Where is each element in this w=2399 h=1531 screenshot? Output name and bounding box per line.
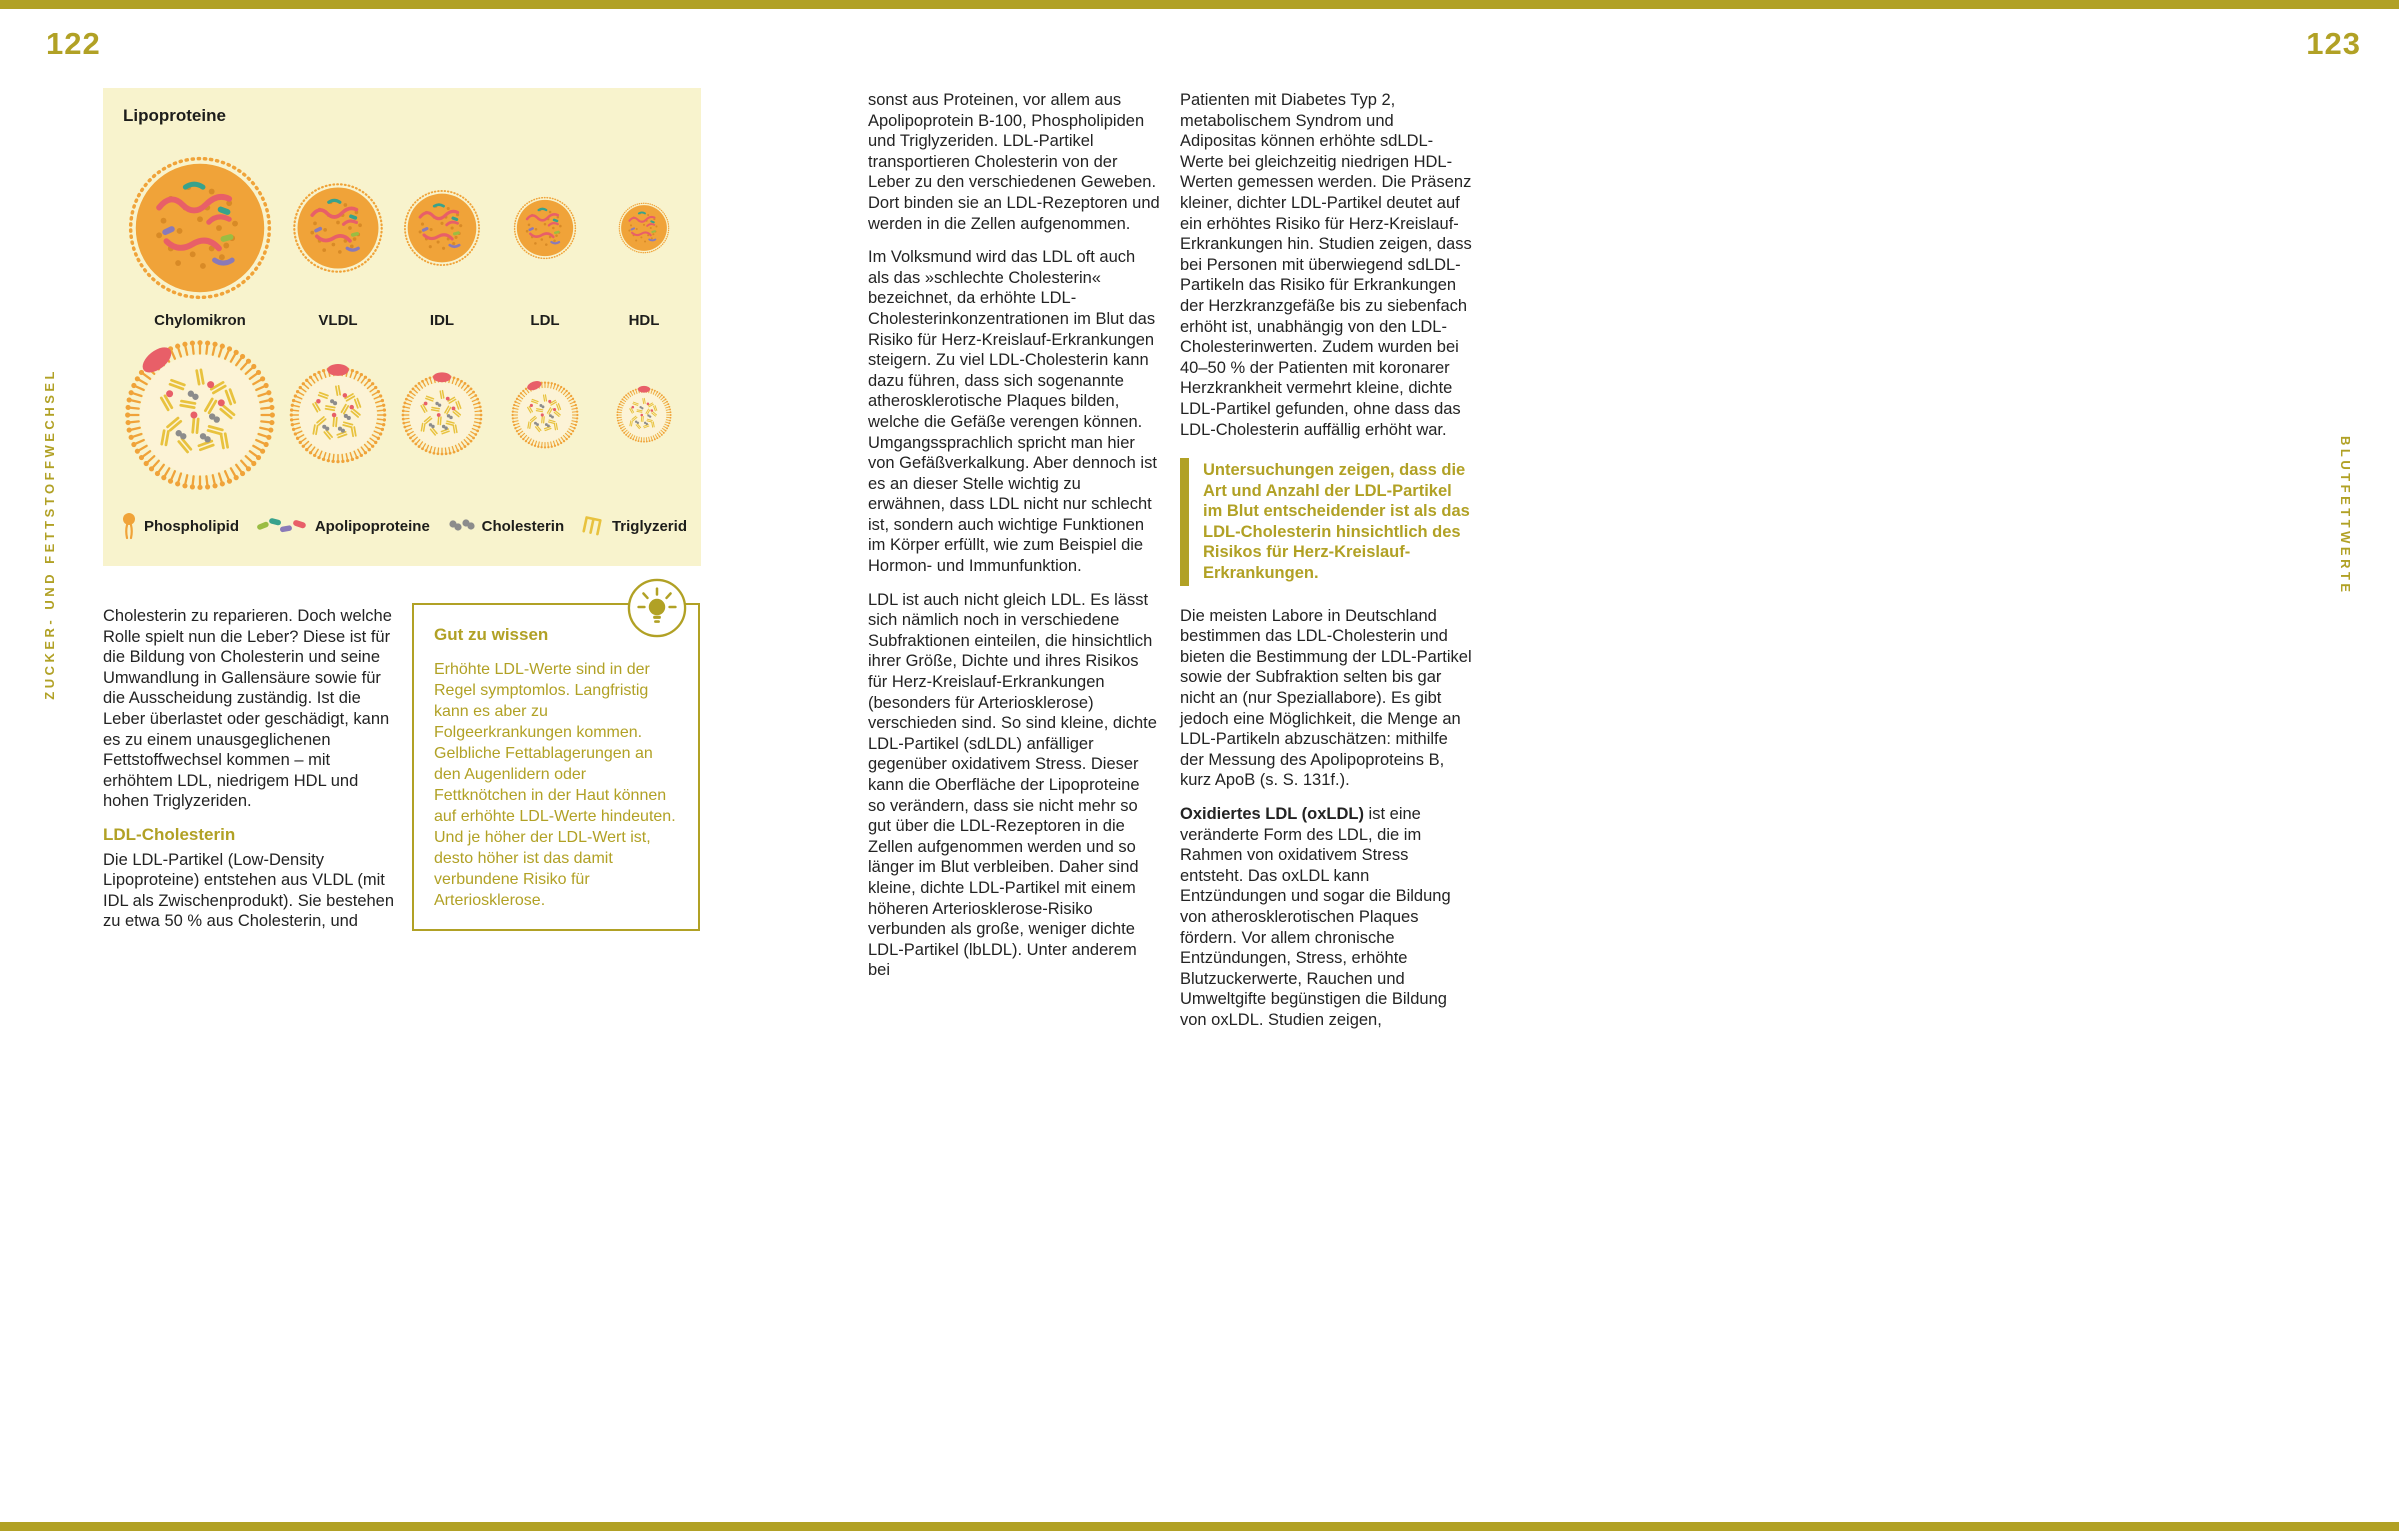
lipoprotein-infographic xyxy=(103,88,701,566)
idl-crosssection-illustration xyxy=(401,374,483,456)
infographic-title: Lipoproteine xyxy=(123,106,226,125)
triglyceride-icon xyxy=(581,515,605,537)
legend-label: Apolipoproteine xyxy=(314,517,430,535)
paragraph: Im Volksmund wird das LDL oft auch als das »schlechte Cholesterin« bezeichnet, da erhöhte LDL-Cholesterinkonzentrationen im Blut das Risiko für Herz-Kreislauf-Erkrankungen steigern. Zu viel LDL-Cholesterin kann dazu führen, dass sich sogenannte atherosklerotische Plaques bilden, welche die Gefäße verengen können. Umgangssprachlich spricht man hier von Gefäßverkalkung. Aber dennoch ist es an dieser Stelle wichtig zu erwähnen, dass LDL nicht nur schlecht ist, sondern auch wichtige Funktionen im Körper erfüllt, wie zum Beispiel die Hormon- und Immunfunktion. xyxy=(868,248,1157,576)
callout-text: Untersuchungen zeigen, dass die Art und Anzahl der LDL-Partikel im Blut entscheidender ist als das LDL-Cholesterin hinsichtlich des Risikos für Herz-Kreislauf-Erkrankungen. xyxy=(1203,461,1470,583)
legend-item-triglyzerid xyxy=(581,515,687,537)
paragraph: Patienten mit Diabetes Typ 2, metabolischem Syndrom und Adipositas können erhöhte sdLDL-Werte bei gleichzeitig niedrigen HDL-Werten gemessen werden. Die Präsenz kleiner, dichter LDL-Partikel deutet auf ein erhöhtes Risiko für Herz-Kreislauf-Erkrankungen hin. Studien zeigen, dass bei Personen mit überwiegend sdLDL-Partikeln das Risiko für Erkrankungen der Herzkranzgefäße bis zu siebenfach erhöht ist, unabhängig von den LDL-Cholesterinwerten. Zudem wurden bei 40–50 % der Patienten mit koronarer Herzkrankheit vermehrt kleine, dichte LDL-Partikel gefunden, ohne dass das LDL-Cholesterin auffällig erhöht war. xyxy=(1180,91,1472,439)
section-heading-ldl-cholesterin: LDL-Cholesterin xyxy=(103,824,236,844)
hdl-crosssection-illustration xyxy=(616,387,672,443)
oxldl-rest: ist eine veränderte Form des LDL, die im Rahmen von oxidativem Stress entsteht. Das oxLDL kann Entzündungen und sogar die Bildung von atherosklerotischen Plaques fördern. Vor allem chronische Entzündungen, Stress, erhöhte Blutzuckerwerte, Rauchen und Umweltgifte begünstigen die Bildung von oxLDL. Studien zeigen, xyxy=(1180,805,1451,1029)
paragraph: Die LDL-Partikel (Low-Density Lipoproteine) entstehen aus VLDL (mit IDL als Zwischenprodukt). Sie bestehen zu etwa 50 % aus Cholesterin, und xyxy=(103,850,395,931)
right-page-column-1 xyxy=(868,90,1160,981)
infographic-legend xyxy=(121,512,687,540)
chylomikron-crosssection-illustration xyxy=(124,339,276,491)
hdl-sphere-illustration xyxy=(618,202,670,254)
particle-label-vldl: VLDL xyxy=(318,312,358,329)
paragraph: Cholesterin zu reparieren. Doch welche Rolle spielt nun die Leber? Diese ist für die Bildung von Cholesterin und seine Umwandlung in Gallensäure sowie für die Ausscheidung zuständig. Ist die Leber überlastet oder geschädigt, kann es zu einem unausgeglichenen Fettstoffwechsel kommen – mit erhöhtem LDL, niedrigem HDL und hohen Triglyzeriden. xyxy=(103,607,392,811)
cholesterol-icon xyxy=(447,517,475,535)
infobox-body: Erhöhte LDL-Werte sind in der Regel symptomlos. Langfristig kann es aber zu Folgeerkrankungen kommen. Gelbliche Fettablagerungen an den Augenlidern oder Fettknötchen in der Haut können auf erhöhte LDL-Werte hindeuten. Und je höher der LDL-Wert ist, desto höher ist das damit verbundene Risiko für Arteriosklerose. xyxy=(434,661,676,909)
margin-label-right: BLUTFETTWERTE xyxy=(2338,436,2353,596)
legend-label: Phospholipid xyxy=(144,517,239,535)
lightbulb-icon xyxy=(626,577,688,639)
key-statement-callout xyxy=(1180,458,1472,586)
page-number-left: 122 xyxy=(46,26,101,61)
vldl-sphere-illustration xyxy=(292,182,384,274)
left-page-text-column xyxy=(103,606,395,932)
particle-label-idl: IDL xyxy=(429,312,455,329)
gut-zu-wissen-box xyxy=(412,603,700,931)
top-border-bar xyxy=(0,0,2399,9)
ldl-sphere-illustration xyxy=(513,196,577,260)
right-page-column-2 xyxy=(1180,90,1472,1031)
vldl-crosssection-illustration xyxy=(289,366,387,464)
paragraph: Die meisten Labore in Deutschland bestimmen das LDL-Cholesterin und bieten die Bestimmung der LDL-Partikel sowie der Subfraktion selten bis gar nicht an (nur Speziallabore). Es gibt jedoch eine Möglichkeit, die Menge an LDL-Partikeln abzuschätzen: mithilfe der Messung des Apolipoproteins B, kurz ApoB (s. S. 131f.). xyxy=(1180,606,1472,790)
idl-sphere-illustration xyxy=(403,189,481,267)
page-number-right: 123 xyxy=(2306,26,2361,61)
ldl-crosssection-illustration xyxy=(511,381,579,449)
legend-item-phospholipid xyxy=(121,512,239,540)
legend-item-cholesterin xyxy=(447,517,565,535)
legend-label: Cholesterin xyxy=(481,517,565,535)
particle-label-chylomikron: Chylomikron xyxy=(154,312,246,329)
legend-label: Triglyzerid xyxy=(611,517,687,535)
apolipoprotein-icon xyxy=(256,515,308,537)
particle-label-ldl: LDL xyxy=(530,312,560,329)
chylomikron-sphere-illustration xyxy=(127,155,273,301)
legend-item-apolipoproteine xyxy=(256,515,430,537)
paragraph: LDL ist auch nicht gleich LDL. Es lässt sich nämlich noch in verschiedene Subfraktionen einteilen, die hinsichtlich ihrer Größe, Dichte und ihres Risikos für Herz-Kreislauf-Erkrankungen (besonders für Arteriosklerose) verschieden sind. So sind kleine, dichte LDL-Partikel (sdLDL) anfälliger gegenüber oxidativem Stress. Dieser kann die Oberfläche der Lipoproteine so verändern, dass sie nicht mehr so gut über die LDL-Rezeptoren in die Zellen aufgenommen werden und so länger im Blut verbleiben. Daher sind kleine, dichte LDL-Partikel mit einem höheren Arteriosklerose-Risiko verbunden als große, weniger dichte LDL-Partikel (lbLDL). Unter anderem bei xyxy=(868,590,1157,980)
particle-label-hdl: HDL xyxy=(628,312,660,329)
oxldl-lead: Oxidiertes LDL (oxLDL) xyxy=(1180,805,1364,823)
margin-label-left: ZUCKER- UND FETTSTOFFWECHSEL xyxy=(42,368,57,700)
infobox-title: Gut zu wissen xyxy=(434,625,549,644)
bottom-border-bar xyxy=(0,1522,2399,1531)
paragraph: sonst aus Proteinen, vor allem aus Apolipoprotein B-100, Phospholipiden und Triglyzeriden. LDL-Partikel transportieren Cholesterin von der Leber zu den verschiedenen Geweben. Dort binden sie an LDL-Rezeptoren und werden in die Zellen aufgenommen. xyxy=(868,91,1160,233)
paragraph xyxy=(1180,804,1472,1031)
phospholipid-icon xyxy=(121,512,137,540)
